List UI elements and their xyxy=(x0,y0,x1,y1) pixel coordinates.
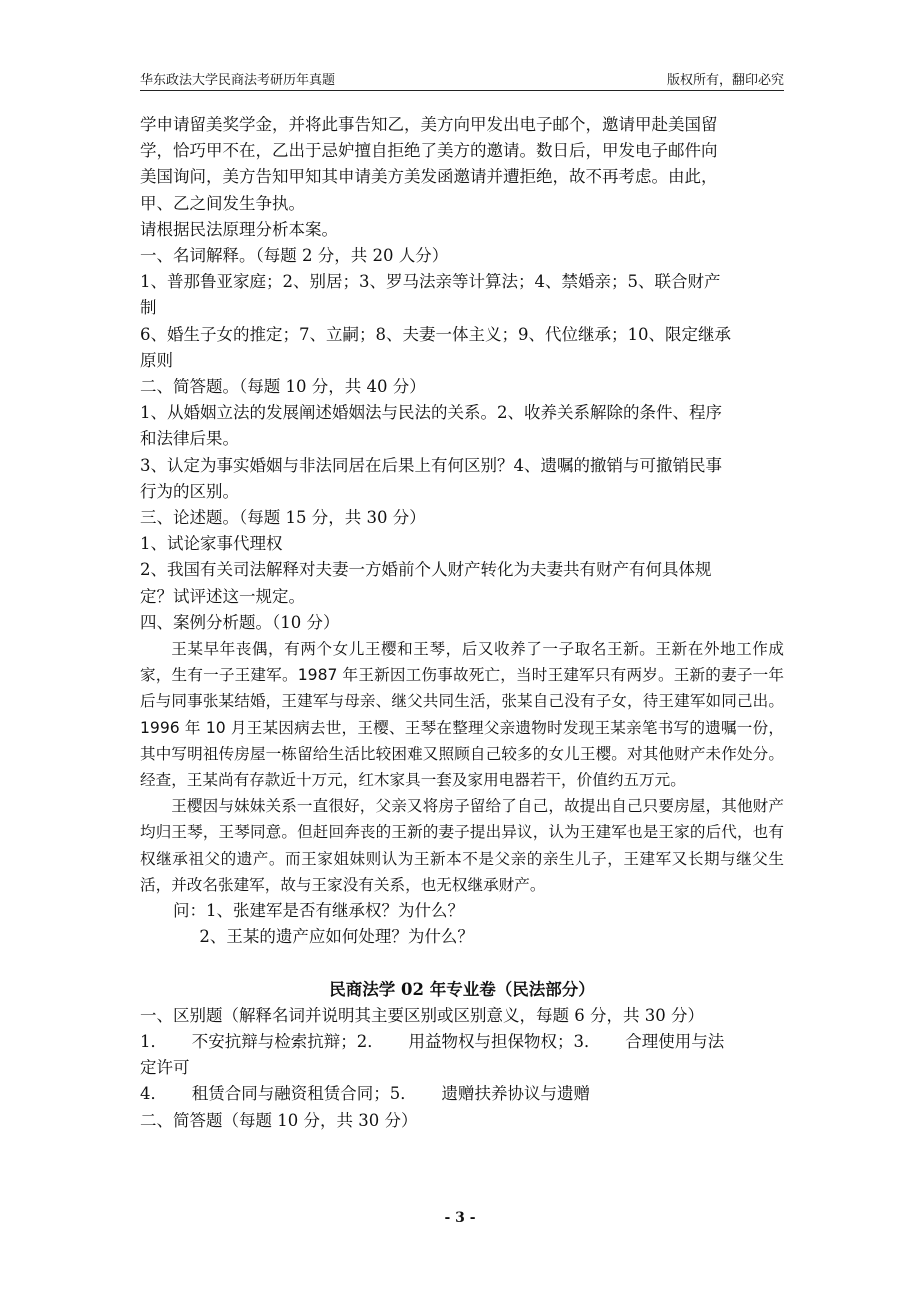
part2-line: 4． 租赁合同与融资租赁合同；5． 遗赠扶养协议与遗赠 xyxy=(140,1084,590,1104)
section1-line: 原则 xyxy=(140,350,173,370)
section3-heading: 三、论述题。（每题 15 分，共 30 分） xyxy=(140,508,426,528)
section1-line: 6、婚生子女的推定；7、立嗣；8、夫妻一体主义；9、代位继承；10、限定继承 xyxy=(140,324,731,344)
page-header xyxy=(140,66,784,91)
section2-line: 行为的区别。 xyxy=(140,481,239,501)
section1-heading: 一、名词解释。（每题 2 分，共 20 人分） xyxy=(140,246,449,266)
case-question-1: 问：1、张建军是否有继承权？为什么？ xyxy=(173,901,464,921)
part2-title: 民商法学 02 年专业卷（民法部分） xyxy=(329,979,595,999)
intro-line: 美国询问，美方告知甲知其申请美方美发函邀请并遭拒绝，故不再考虑。由此， xyxy=(140,167,718,187)
page-number: - 3 - xyxy=(444,1210,476,1226)
intro-instruction: 请根据民法原理分析本案。 xyxy=(140,219,338,239)
section3-line: 1、试论家事代理权 xyxy=(140,534,283,554)
case-paragraph-1: 王某早年丧偶，有两个女儿王樱和王琴，后又收养了一子取名王新。王新在外地工作成家，生有一子王建军。1987 年王新因工伤事故死亡，当时王建军只有两岁。王新的妻子一年后与同事张某结婚，王建军与母亲、继父共同生活，张某自己没有子女，待王建军如同己出。1996 年 10 月王某因病去世，王樱、王琴在整理父亲遗物时发现王某亲笔书写的遗嘱一份，其中写明祖传房屋一栋留给生活比较困难又照顾自己较多的女儿王樱。对其他财产未作处分。经查，王某尚有存款近十万元，红木家具一套及家用电器若干，价值约五万元。 xyxy=(140,640,784,790)
case-question-2: 2、王某的遗产应如何处理？为什么？ xyxy=(199,927,474,947)
section2-heading: 二、简答题。（每题 10 分，共 40 分） xyxy=(140,377,426,397)
part2-line: 定许可 xyxy=(140,1058,190,1078)
part2-heading-2: 二、简答题（每题 10 分，共 30 分） xyxy=(140,1110,418,1130)
section3-line: 2、我国有关司法解释对夫妻一方婚前个人财产转化为夫妻共有财产有何具体规 xyxy=(140,560,712,580)
intro-line: 学，恰巧甲不在，乙出于忌妒擅自拒绝了美方的邀请。数日后，甲发电子邮件向 xyxy=(140,141,718,161)
section1-line: 制 xyxy=(140,298,157,318)
section3-line: 定？试评述这一规定。 xyxy=(140,586,305,606)
section4-heading: 四、案例分析题。（10 分） xyxy=(140,612,340,632)
intro-line: 甲、乙之间发生争执。 xyxy=(140,193,305,213)
section2-line: 和法律后果。 xyxy=(140,429,239,449)
header-left-title: 华东政法大学民商法考研历年真题 xyxy=(140,73,336,88)
header-right-copyright: 版权所有，翻印必究 xyxy=(666,73,784,88)
part2-heading-1: 一、区别题（解释名词并说明其主要区别或区别意义，每题 6 分，共 30 分） xyxy=(140,1005,704,1025)
page-body xyxy=(140,112,784,1134)
section2-line: 1、从婚姻立法的发展阐述婚姻法与民法的关系。2、收养关系解除的条件、程序 xyxy=(140,403,722,423)
case-paragraph-2: 王樱因与妹妹关系一直很好，父亲又将房子留给了自己，故提出自己只要房屋，其他财产均归王琴，王琴同意。但赶回奔丧的王新的妻子提出异议，认为王建军也是王家的后代，也有权继承祖父的遗产。而王家姐妹则认为王新本不是父亲的亲生儿子，王建军又长期与继父生活，并改名张建军，故与王家没有关系，也无权继承财产。 xyxy=(140,797,784,894)
section2-line: 3、认定为事实婚姻与非法同居在后果上有何区别？4、遗嘱的撤销与可撤销民事 xyxy=(140,455,722,475)
part2-line: 1． 不安抗辩与检索抗辩；2． 用益物权与担保物权；3． 合理使用与法 xyxy=(140,1031,725,1051)
intro-line: 学申请留美奖学金，并将此事告知乙，美方向甲发出电子邮个，邀请甲赴美国留 xyxy=(140,115,718,134)
section1-line: 1、普那鲁亚家庭；2、别居；3、罗马法亲等计算法；4、禁婚亲；5、联合财产 xyxy=(140,272,721,292)
